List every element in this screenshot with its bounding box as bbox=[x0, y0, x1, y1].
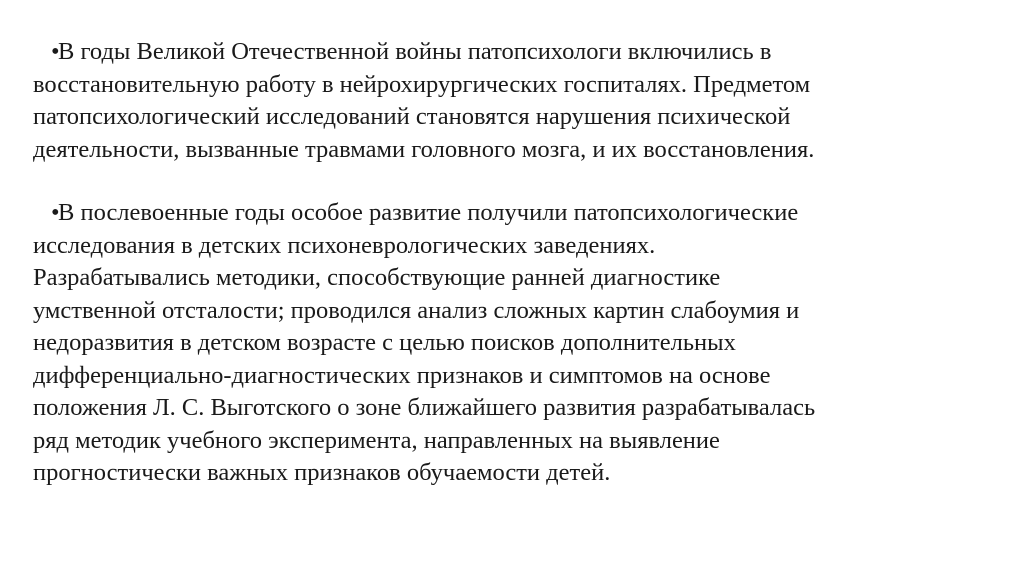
paragraph-line: деятельности, вызванные травмами головного мозга, и их восстановления. bbox=[33, 135, 815, 163]
paragraph-line-text: В послевоенные годы особое развитие получили патопсихологические bbox=[58, 199, 799, 226]
paragraph-line: исследования в детских психоневрологических заведениях. bbox=[33, 231, 656, 259]
paragraph-line bbox=[33, 197, 984, 230]
paragraph-line-text: В годы Великой Отечественной войны патопсихологи включились в bbox=[58, 38, 772, 65]
paragraph-line: Разрабатывались методики, способствующие ранней диагностике bbox=[33, 264, 721, 291]
paragraph-line: патопсихологический исследований становятся нарушения психической bbox=[33, 103, 791, 130]
paragraph-line: умственной отсталости; проводился анализ сложных картин слабоумия и bbox=[33, 296, 800, 324]
paragraph-line bbox=[33, 36, 984, 69]
bullet-marker: • bbox=[51, 38, 60, 65]
paragraph-line: положения Л. С. Выготского о зоне ближайшего развития разрабатывалась bbox=[33, 394, 816, 421]
paragraph-line: ряд методик учебного эксперимента, направленных на выявление bbox=[33, 426, 720, 454]
paragraph-line: недоразвития в детском возрасте с целью поисков дополнительных bbox=[33, 329, 736, 356]
paragraph-line: прогностически важных признаков обучаемости детей. bbox=[33, 459, 611, 486]
paragraph-line: дифференциально-диагностических признаков и симптомов на основе bbox=[33, 361, 771, 389]
bullet-paragraph-2 bbox=[33, 197, 984, 490]
paragraph-line: восстановительную работу в нейрохирургических госпиталях. Предметом bbox=[33, 70, 811, 98]
bullet-marker: • bbox=[51, 199, 60, 226]
bullet-paragraph-1 bbox=[33, 36, 984, 166]
